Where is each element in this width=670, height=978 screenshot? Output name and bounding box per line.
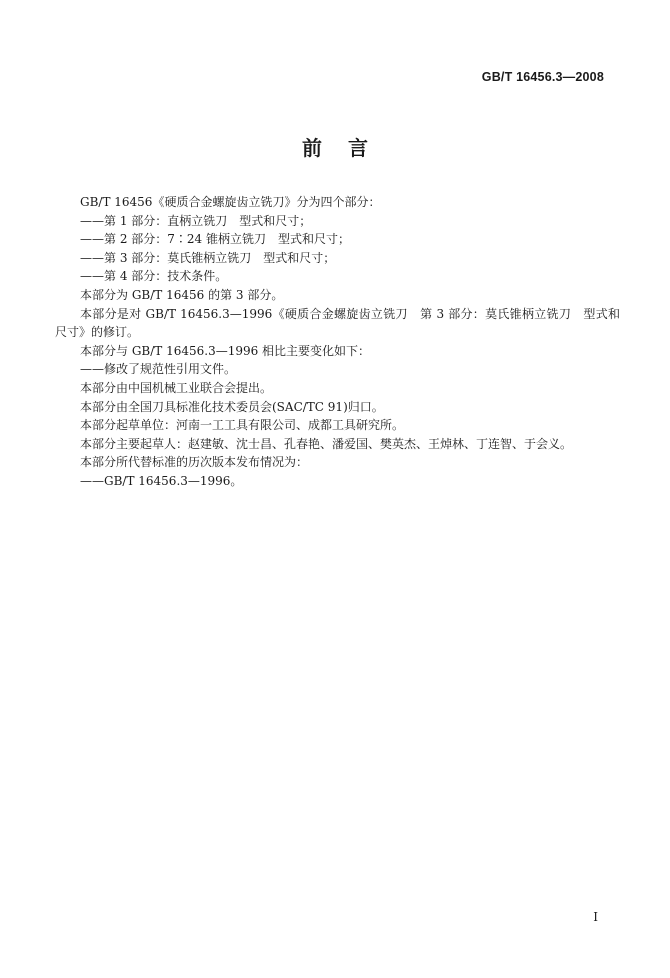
- standard-number: GB/T 16456.3—2008: [481, 70, 604, 84]
- list-item-part-1: ——第 1 部分：直柄立铣刀 型式和尺寸；: [80, 213, 312, 228]
- page-number: I: [593, 910, 598, 924]
- page-title: 前言: [302, 136, 394, 160]
- paragraph-history: 本部分所代替标准的历次版本发布情况为：: [80, 455, 309, 470]
- document-body: [55, 193, 620, 491]
- paragraph-drafters: 本部分主要起草人：赵建敏、沈士昌、孔春艳、潘爱国、樊英杰、王焯林、丁连智、于会义。: [80, 436, 573, 451]
- paragraph-this-part: 本部分为 GB/T 16456 的第 3 部分。: [80, 287, 284, 302]
- paragraph-drafting-units: 本部分起草单位：河南一工工具有限公司、成都工具研究所。: [80, 418, 405, 433]
- list-item-change: ——修改了规范性引用文件。: [80, 362, 237, 377]
- list-item-part-3: ——第 3 部分：莫氏锥柄立铣刀 型式和尺寸；: [80, 250, 336, 265]
- list-item-part-4: ——第 4 部分：技术条件。: [80, 269, 228, 284]
- list-item-part-2: ——第 2 部分：7∶24 锥柄立铣刀 型式和尺寸；: [80, 232, 350, 247]
- paragraph-revision: 本部分是对 GB/T 16456.3—1996《硬质合金螺旋齿立铣刀 第 3 部分：莫氏锥柄立铣刀 型式和尺寸》的修订。: [55, 306, 620, 340]
- paragraph-parts-overview: GB/T 16456《硬质合金螺旋齿立铣刀》分为四个部分：: [80, 195, 381, 209]
- paragraph-main-changes: 本部分与 GB/T 16456.3—1996 相比主要变化如下：: [80, 343, 371, 358]
- list-item-previous-edition: ——GB/T 16456.3—1996。: [80, 473, 243, 488]
- paragraph-proposed-by: 本部分由中国机械工业联合会提出。: [80, 380, 273, 395]
- paragraph-technical-committee: 本部分由全国刀具标准化技术委员会(SAC/TC 91)归口。: [80, 399, 384, 414]
